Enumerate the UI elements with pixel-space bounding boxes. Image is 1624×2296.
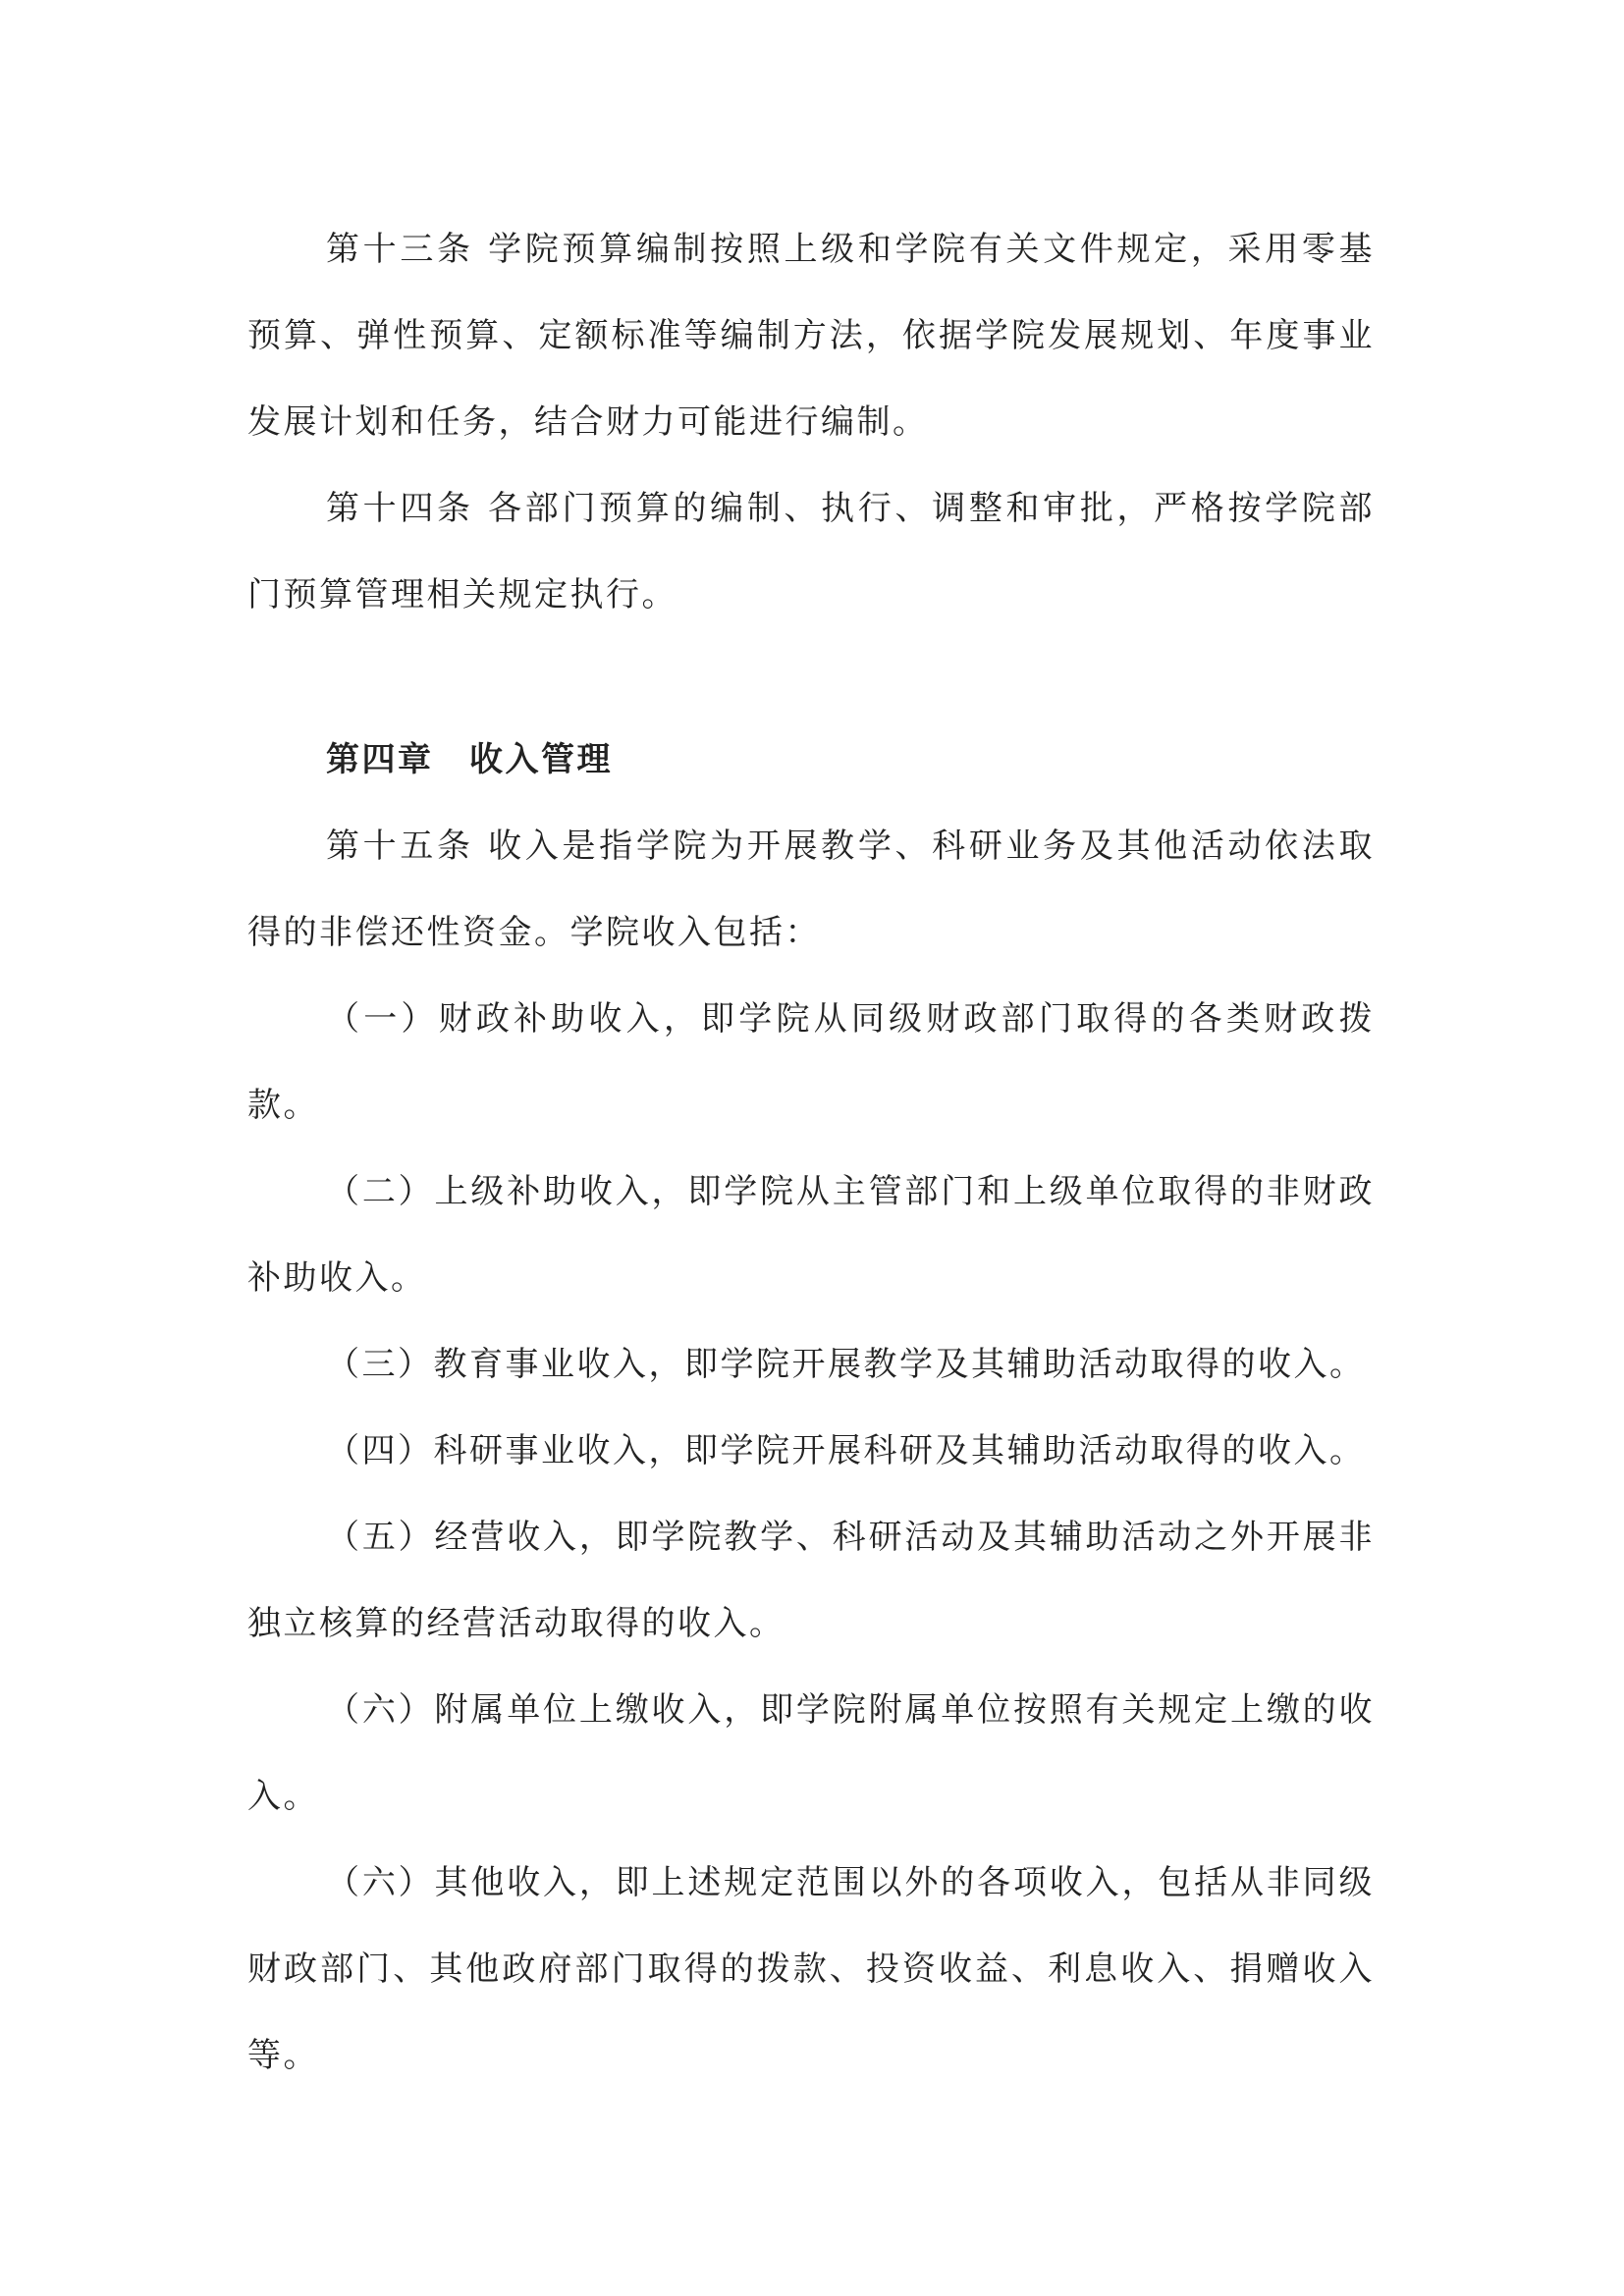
income-item-1: （一）财政补助收入，即学院从同级财政部门取得的各类财政拨款。 bbox=[247, 999, 1375, 1125]
income-item-4: （四）科研事业收入，即学院开展科研及其辅助活动取得的收入。 bbox=[326, 1431, 1366, 1470]
income-item-5: （五）经营收入，即学院教学、科研活动及其辅助活动之外开展非独立核算的经营活动取得的收入。 bbox=[247, 1518, 1375, 1643]
income-item-2: （二）上级补助收入，即学院从主管部门和上级单位取得的非财政补助收入。 bbox=[247, 1172, 1375, 1298]
article-14-paragraph: 第十四条 各部门预算的编制、执行、调整和审批，严格按学院部门预算管理相关规定执行。 bbox=[247, 489, 1375, 614]
chapter-4-heading: 第四章 收入管理 bbox=[326, 740, 613, 779]
article-13-paragraph: 第十三条 学院预算编制按照上级和学院有关文件规定，采用零基预算、弹性预算、定额标准等编制方法，依据学院发展规划、年度事业发展计划和任务，结合财力可能进行编制。 bbox=[247, 230, 1375, 442]
income-item-3: （三）教育事业收入，即学院开展教学及其辅助活动取得的收入。 bbox=[326, 1345, 1366, 1384]
income-item-7: （六）其他收入，即上述规定范围以外的各项收入，包括从非同级财政部门、其他政府部门取得的拨款、投资收益、利息收入、捐赠收入等。 bbox=[247, 1863, 1375, 2075]
article-15-intro: 第十五条 收入是指学院为开展教学、科研业务及其他活动依法取得的非偿还性资金。学院收入包括： bbox=[247, 827, 1375, 952]
income-item-6: （六）附属单位上缴收入，即学院附属单位按照有关规定上缴的收入。 bbox=[247, 1690, 1375, 1816]
document-body bbox=[247, 206, 1375, 2099]
